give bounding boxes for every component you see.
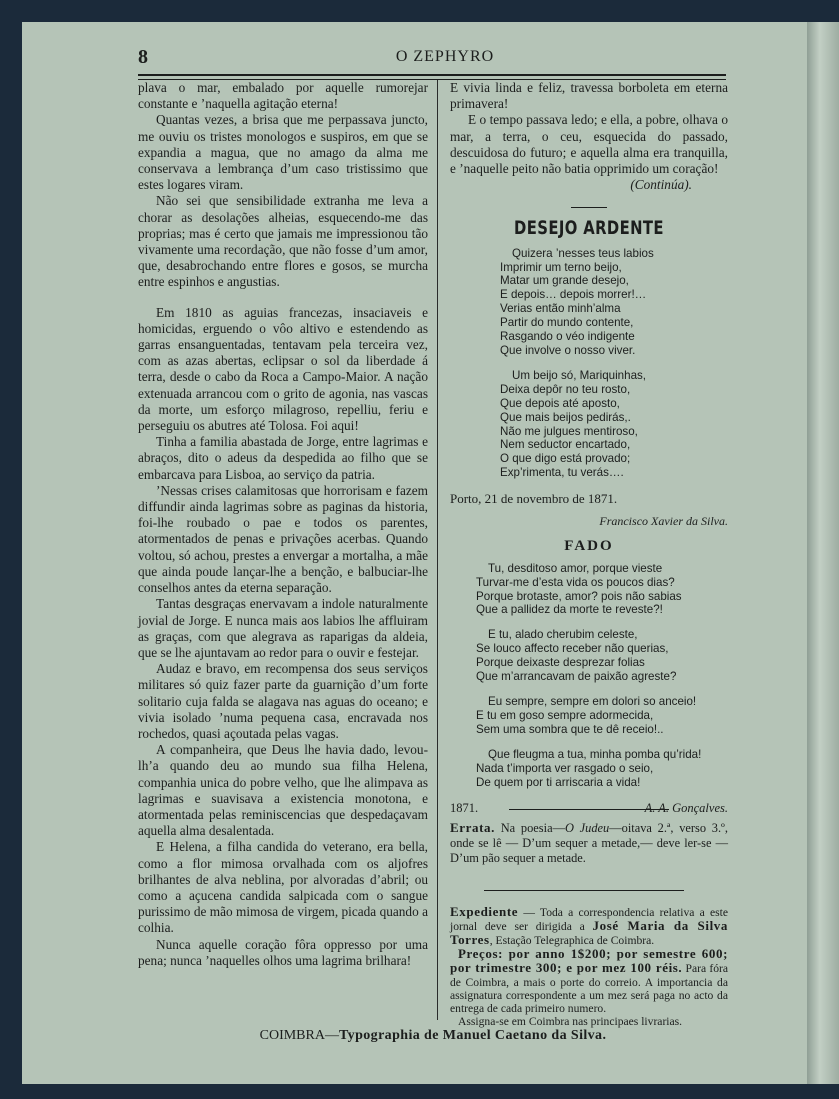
errata-label: Errata. bbox=[450, 819, 495, 835]
verse-line: Turvar-me d’esta vida os poucos dias? bbox=[476, 575, 675, 589]
imprint-city: COIMBRA— bbox=[259, 1028, 339, 1043]
expediente-text: Para fóra de Coimbra, a mais o porte do correio. A importancia da assignatura correspondente a um mez será paga no acto da entrega de cada primeiro numero. bbox=[450, 962, 729, 1016]
poem-dateline: Porto, 21 de novembro de 1871. bbox=[450, 491, 618, 507]
paragraph: E o tempo passava ledo; e ella, a pobre, olhava o mar, a terra, o ceu, esquecida do passado, descuidosa do futuro; e aquella alma era tranquilla, e ’naquelle peito não batia opprimido um coração! bbox=[450, 112, 728, 177]
verse-line: Eu sempre, sempre em dolori so anceio! bbox=[488, 694, 697, 708]
verse-line: E tu em goso sempre adormecida, bbox=[476, 708, 654, 722]
masthead-title: O ZEPHYRO bbox=[395, 48, 495, 65]
stanza bbox=[476, 695, 728, 737]
errata-text: —oitava 2.ª, verso 3.º, onde se lê — D’um sequer a metade,— deve ler-se — D’um pão sequer a metade. bbox=[450, 820, 728, 865]
verse-line: O que digo está provado; bbox=[500, 452, 631, 466]
verse-line: Partir do mundo contente, bbox=[500, 316, 634, 330]
verse-line: Se louco affecto receber não querias, bbox=[476, 642, 669, 656]
paragraph: ’Nessas crises calamitosas que horrorisam e fazem diffundir ainda lagrimas sobre as paginas da historia, foi-lhe roubado o pae e todos os parentes, atormentados de penas e privações acerbas. Quando voltou, só achou, prestes a envergar a mortalha, a mãe que ainda poude lançar-lhe a benção, e balbuciar-lhe conselhos antes da eterna separação. bbox=[138, 482, 428, 596]
poem-author: A. A. Gonçalves. bbox=[644, 801, 728, 816]
verse-line: Que depois até aposto, bbox=[500, 396, 620, 410]
editor-name: José Maria da Silva Torres bbox=[450, 917, 728, 948]
verse-line: Que m’arrancavam de paixão agreste? bbox=[476, 670, 677, 684]
paragraph: Em 1810 as aguias francezas, insaciaveis e homicidas, erguendo o vôo altivo e estendendo as garras ensanguentadas, tentavam pela terceira vez, com as azas abertas, eclipsar o sol da liberdade á terra, desde o cabo da Roca a Campo-Maior. A nação extenuada arrancou com o grito de agonia, nas vascas da morte, um esforço milagroso, repelliu, feriu e perseguiu os abutres até Tolosa. Foi aqui! bbox=[138, 304, 428, 434]
errata-notice bbox=[450, 820, 728, 866]
paragraph: A companheira, que Deus lhe havia dado, levou-lh’a quando deu ao mundo sua filha Helena, companhia unica do pobre velho, que lhe alimpava as lagrimas e suavisava a existencia monotona, e atormentada pelas reminiscencias que despedaçavam aquella alma desalentada. bbox=[138, 742, 428, 839]
expediente-notice bbox=[450, 905, 728, 1029]
verse-line: Sem uma sombra que te dê receio!.. bbox=[476, 722, 664, 736]
verse-line: Exp’rimenta, tu verás…. bbox=[500, 466, 624, 480]
stanza bbox=[500, 247, 728, 358]
paragraph: Nunca aquelle coração fôra oppresso por uma pena; nunca ’naquelles olhos uma lagrima brilhara! bbox=[138, 936, 428, 968]
paragraph: E Helena, a filha candida do veterano, era bella, como a flor mimosa orvalhada com os aljofres brilhantes de alva neblina, por alvoradas d’abril; ou como a açucena candida salpicada com o sangue purissimo de mão mimosa de virgem, picada quando a colhia. bbox=[138, 839, 428, 936]
section-rule bbox=[571, 207, 607, 208]
book-spine bbox=[807, 22, 839, 1084]
verse-line: E tu, alado cherubim celeste, bbox=[488, 628, 638, 642]
page-number: 8 bbox=[138, 46, 148, 68]
verse-line: Não me julgues mentiroso, bbox=[500, 424, 638, 438]
section-rule bbox=[484, 890, 684, 891]
verse-line: Nem seductor encartado, bbox=[500, 438, 631, 452]
stanza bbox=[476, 748, 728, 790]
poem-title: FADO bbox=[564, 537, 614, 554]
left-column bbox=[138, 80, 428, 969]
printer-imprint bbox=[138, 1028, 728, 1044]
poem-author: Francisco Xavier da Silva. bbox=[599, 514, 728, 529]
paragraph: plava o mar, embalado por aquelle rumorejar constante e ’naquella agitação eterna! bbox=[138, 80, 428, 112]
column-divider bbox=[437, 80, 438, 1020]
stanza bbox=[476, 628, 728, 684]
poem-year: 1871. bbox=[450, 801, 479, 816]
imprint-press: Typographia de Manuel Caetano da Silva. bbox=[338, 1028, 607, 1043]
continua-note: (Continúa). bbox=[630, 177, 692, 193]
verse-line: Que fleugma a tua, minha pomba qu’rida! bbox=[488, 747, 702, 761]
verse-line: Que mais beijos pedirás,. bbox=[500, 410, 631, 424]
errata-poem-name: O Judeu bbox=[564, 820, 610, 835]
stanza bbox=[476, 562, 728, 618]
subscription-prices: Preços: por anno 1$200; por semestre 600; por trimestre 300; e por mez 100 réis. bbox=[450, 946, 728, 976]
expediente-label: Expediente bbox=[450, 903, 519, 919]
poem-fado bbox=[450, 562, 728, 790]
expediente-text: Assigna-se em Coimbra nas principaes livrarias. bbox=[458, 1015, 683, 1029]
verse-line: Um beijo só, Mariquinhas, bbox=[512, 368, 647, 382]
poem-desejo-ardente bbox=[450, 247, 728, 481]
verse-line: Tu, desditoso amor, porque vieste bbox=[488, 561, 663, 575]
paragraph: Não sei que sensibilidade extranha me leva a chorar as desolações alheias, esquecendo-me das proprias; mas é certo que jamais me impressionou tão vivamente uma recordação, que não fosse d’um amor, que, desabrochando entre flores e gosos, se murcha entre espinhos e angustias. bbox=[138, 193, 428, 290]
right-column bbox=[450, 80, 728, 1028]
expediente-text: — Toda a correspondencia relativa a este jornal deve ser dirigida a bbox=[450, 905, 728, 933]
verse-line: Matar um grande desejo, bbox=[500, 274, 629, 288]
paragraph: E vivia linda e feliz, travessa borboleta em eterna primavera! bbox=[450, 80, 728, 112]
verse-line: Que a pallidez da morte te reveste?! bbox=[476, 603, 663, 617]
expediente-text: , Estação Telegraphica de Coimbra. bbox=[489, 934, 655, 948]
paragraph: Tantas desgraças enervavam a indole naturalmente jovial de Jorge. E nunca mais aos labios lhe affluiram as graças, com que alegrava as raparigas da aldeia, que se lhe ajuntavam ao redor para o ouvir e festejar. bbox=[138, 596, 428, 660]
verse-line: Nada t’importa ver rasgado o seio, bbox=[476, 761, 654, 775]
errata-text: Na poesia— bbox=[495, 820, 565, 835]
verse-line: Deixa depôr no teu rosto, bbox=[500, 382, 631, 396]
paragraph: Audaz e bravo, em recompensa dos seus serviços militares só quiz fazer parte da guarnição d’um forte solitario cuja falda se alagava nas aguas do oceano; e vivia isolado ’numa pequena casa, encravada nos rochedos, quasi açoutada pelas vagas. bbox=[138, 661, 428, 741]
verse-line: Que involve o nosso viver. bbox=[500, 343, 636, 357]
verse-line: Verias então minh’alma bbox=[500, 302, 621, 316]
verse-line: Porque brotaste, amor? pois não sabias bbox=[476, 589, 682, 603]
poem-title: DESEJO ARDENTE bbox=[514, 217, 664, 240]
stanza bbox=[500, 369, 728, 480]
verse-line: De quem por ti arriscaria a vida! bbox=[476, 775, 641, 789]
paragraph: Tinha a familia abastada de Jorge, entre lagrimas e abraços, dito o adeus da despedida ao filho que se embarcava para Lisboa, ao serviço da patria. bbox=[138, 434, 428, 482]
verse-line: Porque deixaste desprezar folias bbox=[476, 656, 645, 670]
paragraph: Quantas vezes, a brisa que me perpassava juncto, me ouviu os tristes monologos e suspiros, em que se expandia a magua, que no amago da alma me conservava a lembrança d’um caso tristissimo que estes logares viram. bbox=[138, 112, 428, 193]
verse-line: Quizera ’nesses teus labios bbox=[512, 246, 654, 260]
verse-line: E depois… depois morrer!… bbox=[500, 288, 647, 302]
verse-line: Imprimir um terno beijo, bbox=[500, 260, 622, 274]
verse-line: Rasgando o véo indigente bbox=[500, 330, 635, 344]
